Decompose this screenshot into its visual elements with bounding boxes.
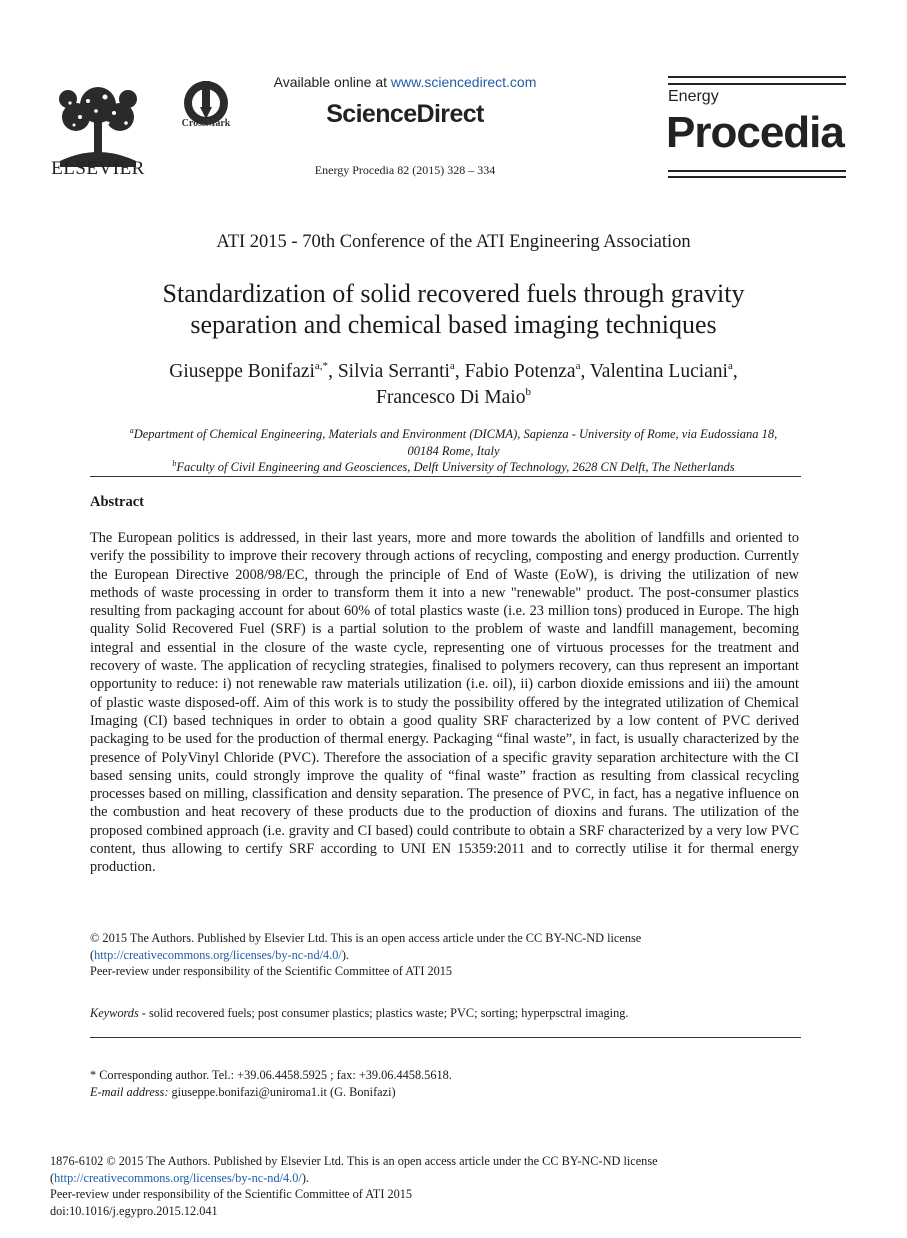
affiliation-b: $^b$Faculty of Civil Engineering and Geosciences, Delft University of Technology, 2628 CN Delft, The Netherlands	[172, 459, 735, 474]
title-line-1: Standardization of solid recovered fuels through gravity	[162, 279, 745, 308]
availability-line	[220, 74, 590, 90]
publisher-name: ELSEVIER	[51, 158, 145, 179]
license-block	[90, 930, 799, 980]
author-name: Fabio Potenza	[464, 361, 576, 382]
author-affil-mark: a,*	[314, 360, 329, 372]
keywords-text: - solid recovered fuels; post consumer plastics; plastics waste; PVC; sorting; hyperpsctral imaging.	[138, 1006, 629, 1020]
license-link[interactable]: http://creativecommons.org/licenses/by-nc-nd/4.0/	[94, 947, 342, 962]
sciencedirect-logo: ScienceDirect	[326, 100, 484, 128]
journal-name-small: Energy	[668, 88, 719, 105]
abstract-heading: Abstract	[90, 494, 144, 510]
peer-review-line: Peer-review under responsibility of the Scientific Committee of ATI 2015	[90, 964, 453, 978]
abstract-text: The European politics is addressed, in their last years, more and more towards the abolition of landfills and oriented to verify the possibility to improve their recovery through actions of recycling, composting and energy production. Currently the European Directive 2008/98/EC, through the principle of End of Waste (EoW), is driving the utilization of new methods of waste processing in order to transform them it into a new "renewable" product. The post-consumer plastics resulting from packaging account for about 60% of total plastics waste (i.e. 23 million tons) produced in Europe. The high quality Solid Recovered Fuel (SRF) is a partial solution to the problem of waste and landfill management, becoming integral and essential in the closure of the waste cycle, representing one of virtuous processes for the treatment and recovery of waste. The application of recycling strategies, finalised to polymers recovery, can thus represent an important opportunity to reduce: i) not renewable raw materials utilization (i.e. oil), ii) carbon dioxide emissions and iii) the amount of plastic waste disposed-off. Aim of this work is to study the possibility offered by the integrated utilization of Chemical Imaging (CI) based techniques in order to obtain a good quality SRF characterized by a low content of PVC derived packaging to be used for the production of thermal energy. Packaging “final waste”, in fact, is usually characterized by the presence of PolyVinyl Chloride (PVC). Therefore the association of a specific gravity separation architecture with the CI based sensing units, could strongly improve the quality of “final waste” fraction as resulting from classical recycling processes based on milling, classification and density separation. The presence of PVC, in fact, has a negative influence on the combustion and heat recovery of these products due to the production of dioxins and furans. The utilization of the proposed combined approach (i.e. gravity and CI based) could contribute to obtain a SRF characterized by a very low PVC content, thus allowing to certify SRF according to UNI EN 15359:2011 and to correctly utilise it for thermal energy production.	[90, 530, 799, 876]
procedia-bottom-rule	[668, 170, 846, 172]
page-footer	[50, 1153, 810, 1219]
availability-prefix: Available online at	[273, 74, 391, 90]
email-value: giuseppe.bonifazi@uniroma1.it (G. Bonifazi)	[168, 1084, 396, 1099]
author-affil-mark: b	[525, 386, 531, 398]
author-line-2	[60, 385, 847, 411]
footer-license-link[interactable]: http://creativecommons.org/licenses/by-nc-nd/4.0/	[54, 1170, 302, 1185]
procedia-bottom-rule-2	[668, 176, 846, 178]
sciencedirect-link[interactable]: www.sciencedirect.com	[390, 74, 537, 90]
crossmark-label: CrossMark	[181, 118, 231, 129]
title-line-2: separation and chemical based imaging techniques	[190, 310, 717, 339]
footer-license-line: 1876-6102 © 2015 The Authors. Published by Elsevier Ltd. This is an open access article under the CC BY-NC-ND license	[50, 1154, 658, 1168]
divider-top	[90, 476, 801, 477]
footer-peer-review: Peer-review under responsibility of the Scientific Committee of ATI 2015	[50, 1187, 413, 1201]
author-affil-mark: a	[575, 360, 581, 372]
corresponding-author	[90, 1067, 799, 1100]
author-line-1: Giuseppe Bonifazi$^{a,*}$, Silvia Serranti$^a$, Fabio Potenza$^a$, Valentina Luciani$^a$,	[169, 360, 738, 382]
keywords-label: Keywords	[90, 1006, 139, 1020]
keywords-line	[90, 1005, 799, 1022]
paper-title	[60, 278, 847, 340]
author-name: Giuseppe Bonifazi	[169, 361, 315, 382]
author-name: Valentina Luciani	[589, 361, 728, 382]
journal-citation: Energy Procedia 82 (2015) 328 – 334	[314, 163, 496, 177]
email-label: E-mail address:	[90, 1084, 169, 1099]
email-line	[90, 1084, 799, 1101]
author-affil-mark: a	[727, 360, 733, 372]
conference-name: ATI 2015 - 70th Conference of the ATI Engineering Association	[216, 232, 691, 252]
journal-name-large: Procedia	[666, 108, 844, 157]
author-name: Silvia Serranti	[337, 361, 450, 382]
affiliations	[70, 426, 837, 476]
footer-link-line: (http://creativecommons.org/licenses/by-nc-nd/4.0/).	[50, 1170, 309, 1185]
affiliation-a: $^a$Department of Chemical Engineering, Materials and Environment (DICMA), Sapienza - University of Rome, via Eudossiana 18,	[129, 426, 778, 441]
affiliation-a-cont: 00184 Rome, Italy	[407, 443, 500, 458]
footer-doi: doi:10.1016/j.egypro.2015.12.041	[50, 1203, 218, 1218]
license-line: © 2015 The Authors. Published by Elsevier Ltd. This is an open access article under the CC BY-NC-ND license	[90, 931, 642, 945]
author-list	[60, 359, 847, 411]
author-affil-mark: a	[449, 360, 455, 372]
license-link-line: (http://creativecommons.org/licenses/by-nc-nd/4.0/).	[90, 947, 349, 962]
corresponding-line: * Corresponding author. Tel.: +39.06.4458.5925 ; fax: +39.06.4458.5618.	[90, 1068, 452, 1082]
author-name: Francesco Di Maio	[376, 387, 526, 408]
procedia-top-rule-2	[668, 83, 846, 85]
divider-bottom	[90, 1037, 801, 1038]
procedia-top-rule	[668, 76, 846, 78]
